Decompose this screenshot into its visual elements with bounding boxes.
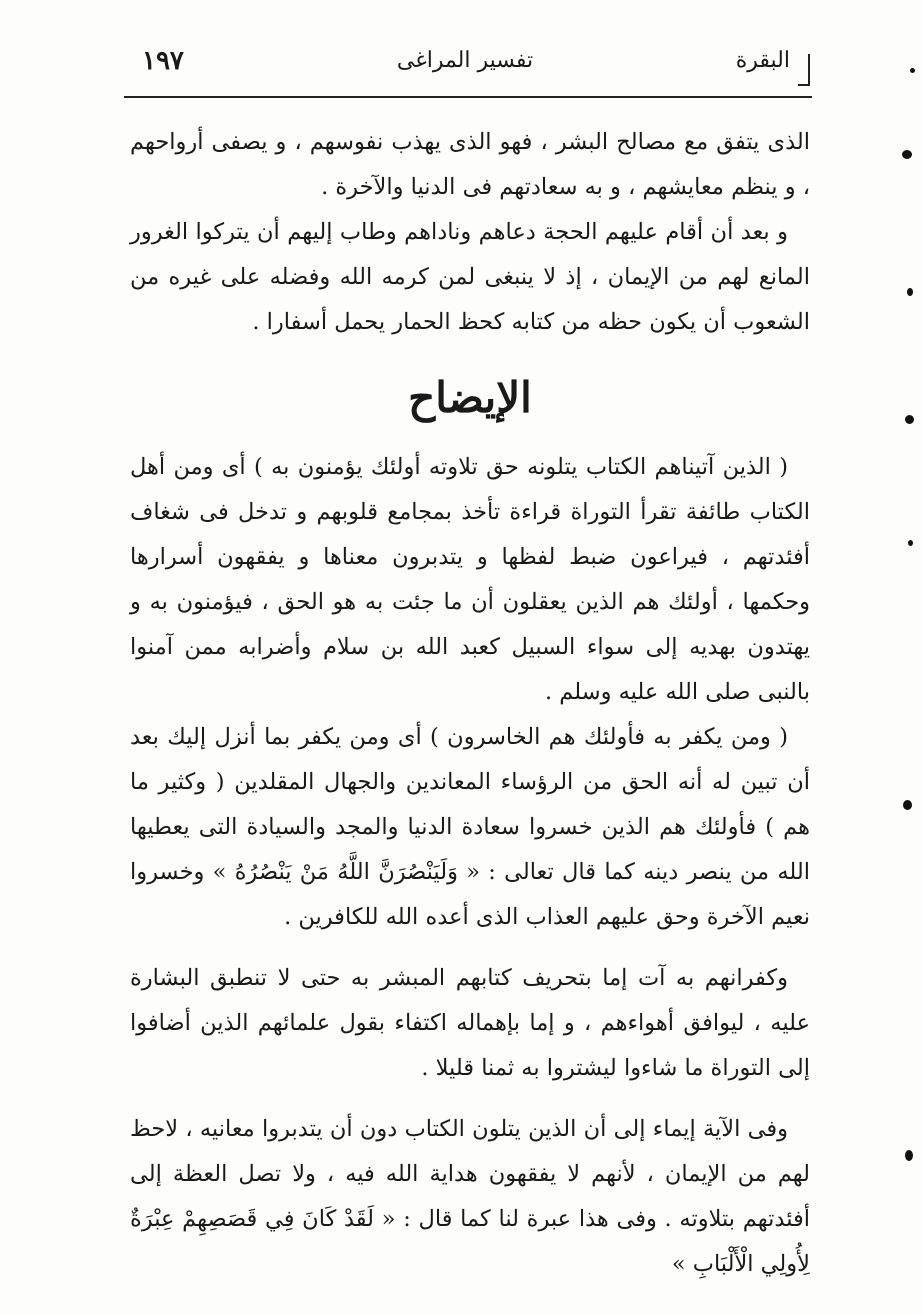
scan-speck: [910, 68, 915, 73]
paragraph: ( الذين آتيناهم الكتاب يتلونه حق تلاوته أولئك يؤمنون به ) أى ومن أهل الكتاب طائفة تقرأ التوراة قراءة تأخذ بمجامع قلوبهم و تدخل فى شغاف أفئدتهم ، فيراعون ضبط لفظها و يتدبرون معناها و يفقهون أسرارها وحكمها ، أولئك هم الذين يعقلون أن ما جئت به هو الحق ، فيؤمنون به و يهتدون بهديه إلى سواء السبيل كعبد الله بن سلام وأضرابه ممن آمنوا بالنبى صلى الله عليه وسلم .: [130, 454, 810, 705]
page-number: ١٩٧: [142, 46, 184, 76]
scan-speck: [905, 415, 914, 424]
section-heading: الإيضاح: [408, 373, 532, 422]
chapter-bracket: [798, 54, 810, 86]
header-rule: [124, 96, 812, 98]
body-text: [130, 120, 810, 1287]
scan-speck: [903, 800, 912, 810]
scan-speck: [907, 288, 913, 296]
paragraph: و بعد أن أقام عليهم الحجة دعاهم وناداهم وطاب إليهم أن يتركوا الغرور المانع لهم من الإيمان ، إذ لا ينبغى لمن كرمه الله وفضله على غيره من الشعوب أن يكون حظه من كتابه كحظ الحمار يحمل أسفارا .: [130, 219, 810, 335]
scan-speck: [908, 540, 913, 546]
paragraph: وفى الآية إيماء إلى أن الذين يتلون الكتاب دون أن يتدبروا معانيه ، لاحظ لهم من الإيمان ، لأنهم لا يفقهون هداية الله فيه ، ولا تصل العظة إلى أفئدتهم بتلاوته . وفى هذا عبرة لنا كما قال : « لَقَدْ كَانَ فِي قَصَصِهِمْ عِبْرَةٌ لِأُولِي الْأَلْبَابِ »: [130, 1116, 810, 1277]
book-title: تفسير المراغى: [396, 48, 534, 73]
page-header: [120, 38, 810, 88]
scan-speck: [902, 150, 912, 159]
scan-speck: [905, 1150, 913, 1161]
paragraph: وكفرانهم به آت إما بتحريف كتابهم المبشر به حتى لا تنطبق البشارة عليه ، ليوافق أهواءهم ، و إما بإهماله اكتفاء بقول علمائهم الذين أضافوا إلى التوراة ما شاءوا ليشتروا به ثمنا قليلا .: [130, 965, 810, 1081]
paragraph: الذى يتفق مع مصالح البشر ، فهو الذى يهذب نفوسهم ، و يصفى أرواحهم ، و ينظم معايشهم ، و به سعادتهم فى الدنيا والآخرة .: [130, 129, 810, 200]
chapter-name: البقرة: [735, 48, 790, 73]
paragraph: ( ومن يكفر به فأولئك هم الخاسرون ) أى ومن يكفر بما أنزل إليك بعد أن تبين له أنه الحق من الرؤساء المعاندين والجهال المقلدين ( وكثير ما هم ) فأولئك هم الذين خسروا سعادة الدنيا والمجد والسيادة التى يعطيها الله من ينصر دينه كما قال تعالى : « وَلَيَنْصُرَنَّ اللَّهُ مَنْ يَنْصُرُهُ » وخسروا نعيم الآخرة وحق عليهم العذاب الذى أعده الله للكافرين .: [130, 724, 810, 930]
